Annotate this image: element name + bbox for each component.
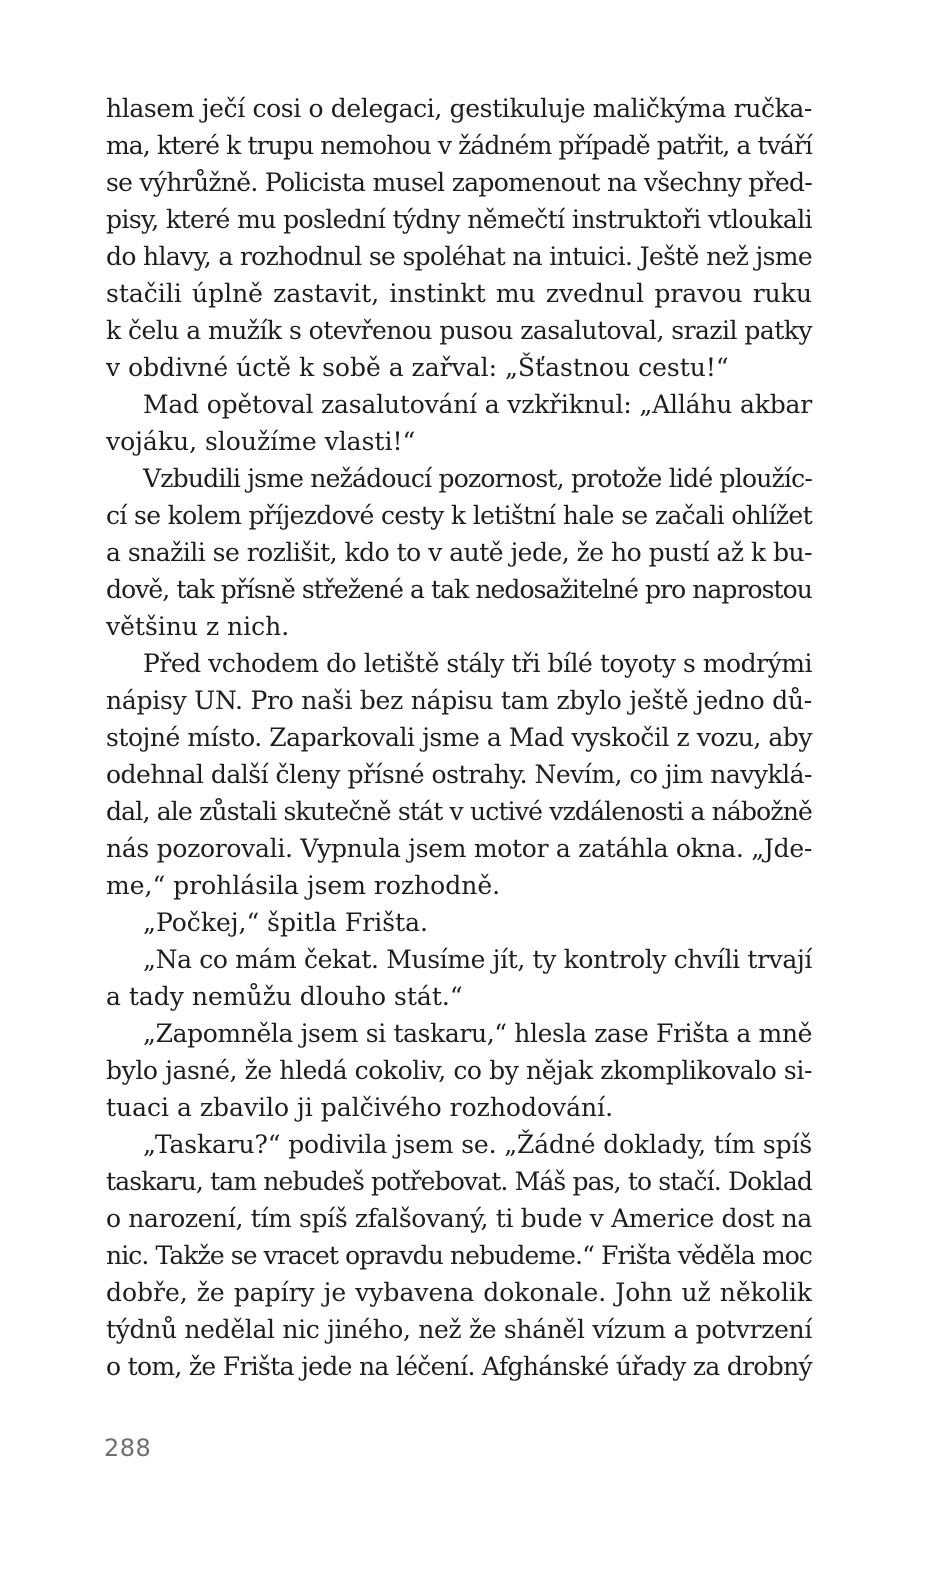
text-line: odehnal další členy přísné ostrahy. Nevím, co jim navyklá- bbox=[106, 760, 812, 789]
text-line: týdnů nedělal nic jiného, než že sháněl vízum a potvrzení bbox=[106, 1315, 812, 1344]
text-line: „Taskaru?“ podivila jsem se. „Žádné doklady, tím spíš bbox=[143, 1130, 812, 1159]
text-line: hlasem ječí cosi o delegaci, gestikuluje maličkýma ručka- bbox=[106, 94, 813, 123]
text-line: cí se kolem příjezdové cesty k letištní hale se začali ohlížet bbox=[106, 501, 812, 530]
text-line: stojné místo. Zaparkovali jsme a Mad vyskočil z vozu, aby bbox=[106, 723, 813, 752]
text-line: pisy, které mu poslední týdny němečtí instruktoři vtloukali bbox=[106, 205, 813, 234]
body-text bbox=[106, 90, 812, 1385]
text-line: bylo jasné, že hledá cokoliv, co by nějak zkomplikovalo si- bbox=[106, 1056, 812, 1085]
text-line: dově, tak přísně střežené a tak nedosažitelné pro naprostou bbox=[106, 575, 812, 604]
page-number: 288 bbox=[104, 1434, 152, 1462]
text-line: o tom, že Frišta jede na léčení. Afghánské úřady za drobný bbox=[106, 1352, 812, 1381]
text-line: tuaci a zbavilo ji palčivého rozhodování. bbox=[106, 1093, 614, 1122]
text-line: „Na co mám čekat. Musíme jít, ty kontroly chvíli trvají bbox=[143, 945, 813, 974]
text-line: nic. Takže se vracet opravdu nebudeme.“ Frišta věděla moc bbox=[106, 1241, 813, 1270]
text-line: Mad opětoval zasalutování a vzkřiknul: „Alláhu akbar bbox=[143, 390, 813, 419]
text-line: k čelu a mužík s otevřenou pusou zasalutoval, srazil patky bbox=[106, 316, 813, 345]
text-line: dobře, že papíry je vybavena dokonale. John už několik bbox=[106, 1278, 812, 1307]
text-line: „Zapomněla jsem si taskaru,“ hlesla zase Frišta a mně bbox=[143, 1019, 812, 1048]
text-line: taskaru, tam nebudeš potřebovat. Máš pas, to stačí. Doklad bbox=[106, 1167, 813, 1196]
text-line: v obdivné úctě k sobě a zařval: „Šťastnou cestu!“ bbox=[106, 353, 729, 382]
text-line: Vzbudili jsme nežádoucí pozornost, protože lidé ploužíc- bbox=[143, 464, 812, 493]
text-line: do hlavy, a rozhodnul se spoléhat na intuici. Ještě než jsme bbox=[106, 242, 813, 271]
text-line: dal, ale zůstali skutečně stát v uctivé vzdálenosti a nábožně bbox=[106, 797, 812, 826]
text-line: a snažili se rozlišit, kdo to v autě jede, že ho pustí až k bu- bbox=[106, 538, 813, 567]
text-line: ma, které k trupu nemohou v žádném případě patřit, a tváří bbox=[106, 131, 812, 160]
text-line: stačili úplně zastavit, instinkt mu zvednul pravou ruku bbox=[106, 279, 812, 308]
text-line: o narození, tím spíš zfalšovaný, ti bude v Americe dost na bbox=[106, 1204, 812, 1233]
text-line: a tady nemůžu dlouho stát.“ bbox=[106, 982, 463, 1011]
text-line: vojáku, sloužíme vlasti!“ bbox=[106, 427, 416, 456]
text-line: Před vchodem do letiště stály tři bílé toyoty s modrými bbox=[143, 649, 813, 678]
text-line: nás pozorovali. Vypnula jsem motor a zatáhla okna. „Jde- bbox=[106, 834, 812, 863]
text-line: se výhrůžně. Policista musel zapomenout na všechny před- bbox=[106, 168, 813, 197]
text-line: nápisy UN. Pro naši bez nápisu tam zbylo ještě jedno dů- bbox=[106, 686, 812, 715]
text-line: me,“ prohlásila jsem rozhodně. bbox=[106, 871, 501, 900]
text-line: „Počkej,“ špitla Frišta. bbox=[143, 908, 428, 937]
text-line: většinu z nich. bbox=[106, 612, 290, 641]
